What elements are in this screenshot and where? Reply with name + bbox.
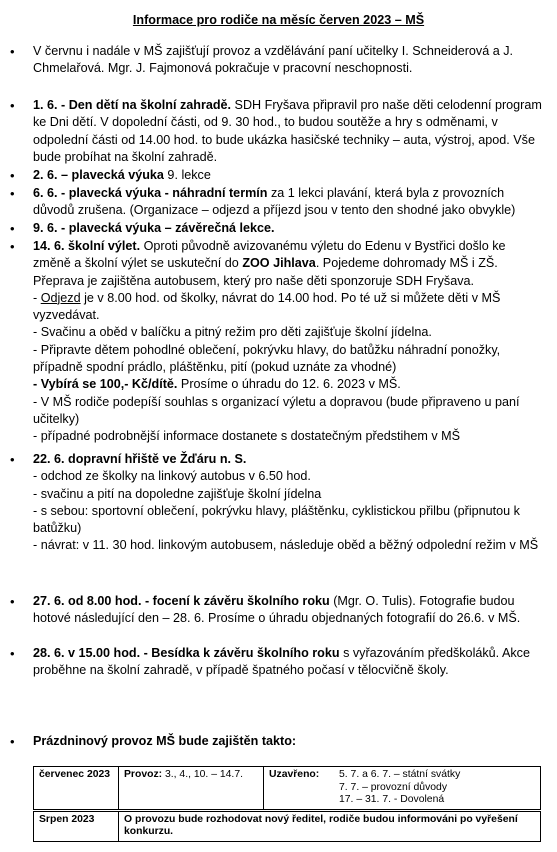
bullet-icon: • xyxy=(10,734,15,749)
event-line: - odchod ze školky na linkový autobus v 6.50 hod. xyxy=(33,469,311,484)
event-line: - s sebou: sportovní oblečení, pokrývku hlavy, pláštěnku, cyklistickou přilbu (připnutou k batůžku) xyxy=(33,503,520,536)
event-text: s vyřazováním předškoláků. Akce proběhne na školní zahradě, v případě špatného počasí v tělocvičně školy. xyxy=(33,646,530,678)
event-heading: 14. 6. školní výlet. xyxy=(33,239,141,253)
event-27-6 xyxy=(33,593,543,628)
event-text: 9. lekce xyxy=(163,168,211,182)
zoo-name: ZOO Jihlava xyxy=(242,256,316,271)
event-text: (Mgr. O. Tulis). Fotografie budou hotové následující den – 28. 6. Prosíme o úhradu objednaných fotografií do 26.6. v MŠ. xyxy=(33,594,521,626)
event-28-6 xyxy=(33,645,543,680)
event-heading: 27. 6. od 8.00 hod. - focení k závěru školního roku xyxy=(33,594,330,608)
event-heading: 2. 6. – plavecká výuka xyxy=(33,168,164,182)
event-heading: 6. 6. - plavecká výuka - náhradní termín xyxy=(33,186,268,200)
bullet-icon: • xyxy=(10,168,15,183)
event-heading: 28. 6. v 15.00 hod. - Besídka k závěru školního roku xyxy=(33,646,340,660)
event-text: je v 8.00 hod. od školky, návrat do 14.00 hod. Po té už si můžete děti v MŠ vyzvedávat. xyxy=(33,290,501,323)
bullet-icon: • xyxy=(10,452,15,467)
event-14-6 xyxy=(33,238,543,446)
event-line: - V MŠ rodiče podepíší souhlas s organizací výletu a dopravou (bude připraveno u paní učitelky) xyxy=(33,394,520,426)
holiday-schedule-table xyxy=(33,766,541,842)
event-text: Oproti původně avizovanému výletu do Edenu v Bystřici došlo ke změně a školní výlet se uskuteční do xyxy=(33,239,506,271)
event-2-6 xyxy=(33,167,543,184)
table-row xyxy=(34,767,541,811)
provoz-cell xyxy=(119,767,264,811)
august-info-cell: O provozu bude rozhodovat nový ředitel, rodiče budou informováni po vyřešení konkurzu. xyxy=(119,810,541,841)
event-line xyxy=(33,376,543,393)
event-line: - případné podrobnější informace dostanete s dostatečným předstihem v MŠ xyxy=(33,429,461,444)
bullet-icon: • xyxy=(10,239,15,254)
event-heading: 9. 6. - plavecká výuka – závěrečná lekce. xyxy=(33,221,275,235)
event-text: . Pojedeme dohromady MŠ i ZŠ. Přeprava je zajištěna autobusem, který pro naše děti sponzoruje SDH Fryšava. xyxy=(33,256,498,288)
provoz-value: 3., 4., 10. – 14.7. xyxy=(162,769,243,780)
event-22-6 xyxy=(33,451,543,555)
month-cell: Srpen 2023 xyxy=(34,810,119,841)
event-intro xyxy=(33,238,543,290)
closed-label: Uzavřeno: xyxy=(269,769,320,780)
event-heading: 22. 6. dopravní hřiště ve Žďáru n. S. xyxy=(33,452,247,466)
departure-label: Odjezd xyxy=(40,290,81,305)
event-6-6 xyxy=(33,185,543,220)
bullet-icon: • xyxy=(10,646,15,661)
event-text: Prosíme o úhradu do 12. 6. 2023 v MŠ. xyxy=(177,377,401,392)
event-heading: 1. 6. - Den dětí na školní zahradě. xyxy=(33,98,232,112)
bullet-icon: • xyxy=(10,221,15,236)
holiday-heading: Prázdninový provoz MŠ bude zajištěn takto: xyxy=(33,734,297,748)
event-line: - svačinu a pití na dopoledne zajišťuje školní jídelna xyxy=(33,486,322,501)
closed-item: 7. 7. – provozní důvody xyxy=(339,781,448,793)
intro-paragraph: V červnu i nadále v MŠ zajišťují provoz a vzdělávání paní učitelky I. Schneiderová a J. Chmelařová. Mgr. J. Fajmonová pokračuje v pracovní neschopnosti. xyxy=(33,44,514,76)
event-line: - návrat: v 11. 30 hod. linkovým autobusem, následuje oběd a běžný odpolední režim v MŠ xyxy=(33,538,539,553)
page-title: Informace pro rodiče na měsíc červen 2023 – MŠ xyxy=(132,13,425,27)
bullet-icon: • xyxy=(10,98,15,113)
event-line xyxy=(33,290,543,325)
provoz-label: Provoz: xyxy=(124,769,163,780)
event-line: - Svačinu a oběd v balíčku a pitný režim pro děti zajišťuje školní jídelna. xyxy=(33,325,432,340)
bullet-icon: • xyxy=(10,186,15,201)
dash: - xyxy=(33,290,41,305)
bullet-icon: • xyxy=(10,594,15,609)
closed-cell xyxy=(264,767,541,811)
closed-item: 5. 7. a 6. 7. – státní svátky xyxy=(339,769,461,780)
event-text: za 1 lekci plavání, která byla z provozních důvodů zrušena. (Organizace – odjezd a příjezd jsou v tento den shodné jako obvykle) xyxy=(33,186,516,218)
event-text: SDH Fryšava připravil pro naše děti celodenní program ke Dni dětí. V dopolední části, od 9. 30 hod., to budou soutěže a hry s odměnami, v odpolední části od 14.00 hod. to bude ukázka hasičské techniky – auta, výstroj, apod. Vše bude probíhat na školní zahradě. xyxy=(33,98,542,164)
event-1-6 xyxy=(33,97,543,166)
closed-item: 17. – 31. 7. - Dovolená xyxy=(339,794,445,806)
fee-text: - Vybírá se 100,- Kč/dítě. xyxy=(33,377,178,392)
event-9-6 xyxy=(33,220,543,237)
table-row xyxy=(34,810,541,841)
month-cell: červenec 2023 xyxy=(34,767,119,811)
bullet-icon: • xyxy=(10,44,15,59)
event-line: - Připravte dětem pohodlné oblečení, pokrývku hlavy, do batůžku náhradní ponožky, případně spodní prádlo, pláštěnku, pití (pokud uznáte za vhodné) xyxy=(33,342,501,375)
